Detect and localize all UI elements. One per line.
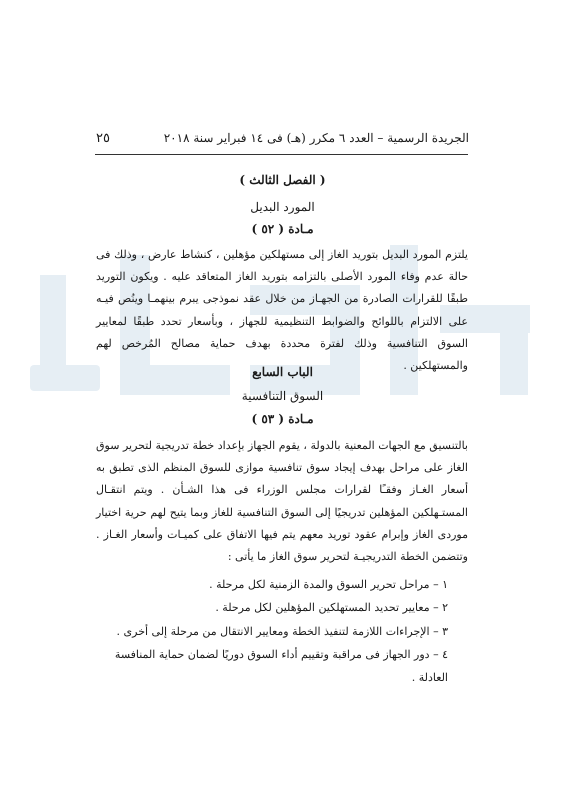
book-title: السوق التنافسية	[241, 389, 324, 403]
page-number: ٢٥	[96, 131, 110, 146]
list-item: ١ – مراحل تحرير السوق والمدة الزمنية لكل مرحلة .	[209, 578, 448, 591]
list-item: ٣ – الإجراءات اللازمة لتنفيذ الخطة ومعايير الانتقال من مرحلة إلى أخرى .	[116, 624, 448, 638]
article-heading: مـادة ( ٥٣ )	[251, 412, 314, 426]
chapter-heading: ( الفصل الثالث )	[239, 173, 326, 187]
article-heading: مـادة ( ٥٢ )	[251, 222, 314, 236]
header-rule	[95, 154, 468, 155]
list-item: ٢ – معايير تحديد المستهلكين المؤهلين لكل مرحلة .	[215, 601, 448, 615]
list-item: ٤ – دور الجهاز فى مراقبة وتقييم أداء السوق دوريًا لضمان حماية المنافسة العادلة .	[114, 647, 448, 685]
book-heading: الباب السابع	[252, 365, 313, 379]
article-items-list	[96, 573, 468, 689]
gazette-header	[96, 131, 469, 146]
article-paragraph: بالتنسيق مع الجهات المعنية بالدولة ، يقوم الجهاز بإعداد خطة تدريجية لتحرير سوق الغاز على مراحل بهدف إيجاد سوق تنافسية موازى للسوق المنظم الذى تطبق به أسعار الغـاز وفقـًا لقرارات مجلس الوزراء فى هذا الشـأن . ويتم انتقـال المستـهلكين المؤهلين تدريجيًا إلى السوق التنافسية للغاز وبما يتيح لهم حرية اختيار موردى الغاز وإبرام عقود توريد معهم يتم فيها الاتفاق على كميـات وأسعار الغـاز . وتتضمن الخطة التدريجيـة لتحرير سوق الغاز ما يأتى :	[96, 439, 468, 564]
chapter-title: المورد البديل	[250, 200, 315, 214]
article-paragraph: يلتزم المورد البديل بتوريد الغاز إلى مستهلكين مؤهلين ، كنشاط عارض ، وذلك فى حالة عدم وفاء المورد الأصلى بالتزامه بتوريد الغاز المتعاقد عليه . ويكون التوريد طبقًا للقرارات الصادرة من الجهـاز من خلال عقد نموذجى يبرم بينهمـا وينُص فيـه على الالتزام باللوائح والضوابط التنظيمية للجهاز ، وبأسعار تحدد طبقًا لمعايير السوق التنافسية وذلك لفترة محددة بهدف حماية مصالح المُرخص لهم والمستهلكين .	[96, 248, 468, 373]
header-text: الجريدة الرسمية – العدد ٦ مكرر (هـ) فى ١٤ فبراير سنة ٢٠١٨	[163, 131, 469, 145]
